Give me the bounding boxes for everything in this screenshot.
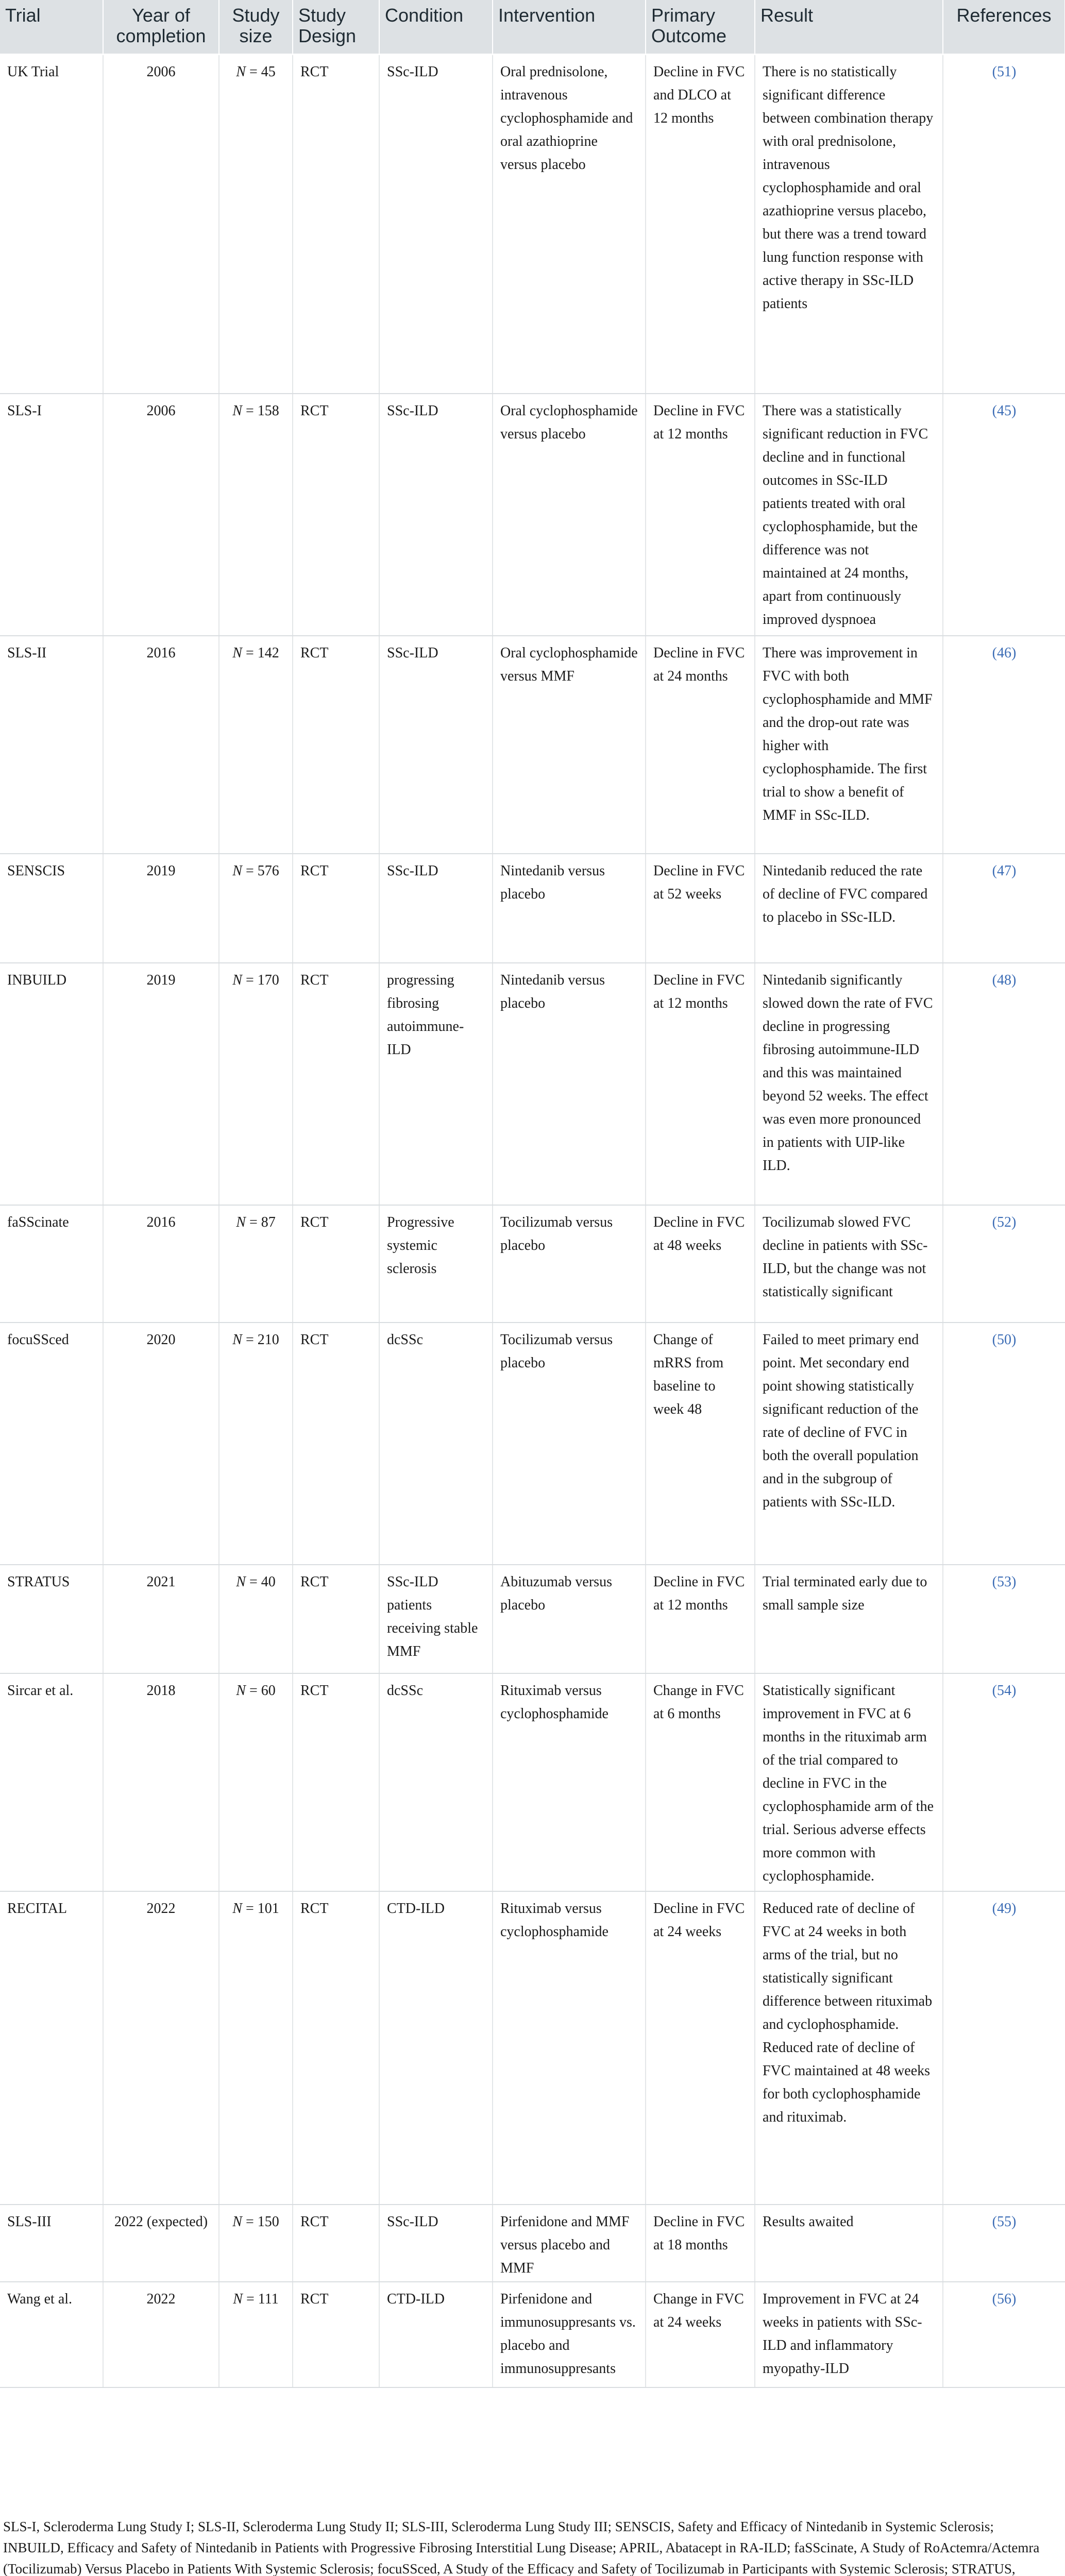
cell-year: 2019	[103, 963, 219, 1205]
cell-intervention: Rituximab versus cyclophosphamide	[493, 1673, 646, 1891]
cell-trial: faSScinate	[0, 1205, 103, 1323]
cell-year: 2021	[103, 1565, 219, 1673]
cell-primary-outcome: Decline in FVC and DLCO at 12 months	[646, 55, 755, 394]
cell-result: Reduced rate of decline of FVC at 24 weeks in both arms of the trial, but no statistically significant difference between rituximab and cyclophosphamide. Reduced rate of decline of FVC maintained at 48 weeks for both cyclophosphamide and rituximab.	[755, 1891, 943, 2205]
cell-trial: SLS-I	[0, 394, 103, 636]
study-size-value: = 60	[245, 1682, 276, 1699]
cell-result: Trial terminated early due to small sample size	[755, 1565, 943, 1673]
cell-study-size	[219, 2282, 293, 2387]
cell-study-size	[219, 1673, 293, 1891]
reference-link[interactable]: (49)	[992, 1900, 1017, 1917]
header-trial: Trial	[0, 0, 103, 55]
study-size-value: = 170	[242, 972, 279, 988]
cell-study-design: RCT	[293, 1565, 379, 1673]
table-footnote: SLS-I, Scleroderma Lung Study I; SLS-II, Scleroderma Lung Study II; SLS-III, Scleroderma Lung Study III; SENSCIS, Safety and Efficacy of Nintedanib in Systemic Sclerosis; INBUILD, Efficacy and Safety of Nintedanib in Patients with Progressive Fibrosing Interstitial Lung Disease; APRIL, Abatacept in RA-ILD; faSScinate, A Study of RoActemra/Actemra (Tocilizumab) Versus Placebo in Patients With Systemic Sclerosis; focuSSced, A Study of the Efficacy and Safety of Tocilizumab in Participants with Systemic Sclerosis; STRATUS,	[3, 2519, 1040, 2576]
reference-link[interactable]: (56)	[992, 2291, 1017, 2307]
study-size-symbol: N	[236, 1573, 246, 1590]
cell-primary-outcome: Decline in FVC at 24 months	[646, 636, 755, 854]
study-size-value: = 87	[245, 1214, 276, 1230]
cell-year: 2018	[103, 1673, 219, 1891]
cell-study-size	[219, 1565, 293, 1673]
cell-result: There is no statistically significant difference between combination therapy with oral prednisolone, intravenous cyclophosphamide and oral azathioprine versus placebo, but there was a trend toward lung function response with active therapy in SSc-ILD patients	[755, 55, 943, 394]
study-size-value: = 101	[242, 1900, 279, 1917]
cell-trial: INBUILD	[0, 963, 103, 1205]
cell-intervention: Tocilizumab versus placebo	[493, 1323, 646, 1565]
cell-reference	[943, 636, 1065, 854]
cell-year: 2006	[103, 394, 219, 636]
reference-link[interactable]: (53)	[992, 1573, 1017, 1590]
table-row	[0, 1891, 1065, 2205]
cell-intervention: Oral cyclophosphamide versus MMF	[493, 636, 646, 854]
cell-study-size	[219, 963, 293, 1205]
cell-study-design: RCT	[293, 1323, 379, 1565]
cell-study-design: RCT	[293, 394, 379, 636]
cell-study-design: RCT	[293, 854, 379, 963]
table-row	[0, 394, 1065, 636]
header-condition: Condition	[379, 0, 493, 55]
cell-condition: SSc-ILD	[379, 636, 493, 854]
study-size-symbol: N	[232, 862, 242, 879]
cell-primary-outcome: Decline in FVC at 12 months	[646, 394, 755, 636]
study-size-symbol: N	[232, 1900, 242, 1917]
cell-result: Tocilizumab slowed FVC decline in patients with SSc-ILD, but the change was not statistically significant	[755, 1205, 943, 1323]
cell-trial: focuSSced	[0, 1323, 103, 1565]
study-size-value: = 45	[245, 64, 276, 80]
cell-intervention: Oral cyclophosphamide versus placebo	[493, 394, 646, 636]
cell-study-design: RCT	[293, 1891, 379, 2205]
reference-link[interactable]: (52)	[992, 1214, 1017, 1230]
cell-condition: SSc-ILD	[379, 2205, 493, 2282]
cell-primary-outcome: Change of mRRS from baseline to week 48	[646, 1323, 755, 1565]
cell-intervention: Pirfenidone and immunosuppresants vs. placebo and immunosuppresants	[493, 2282, 646, 2387]
cell-reference	[943, 1205, 1065, 1323]
cell-study-design: RCT	[293, 636, 379, 854]
cell-intervention: Nintedanib versus placebo	[493, 854, 646, 963]
cell-trial: Wang et al.	[0, 2282, 103, 2387]
cell-trial: RECITAL	[0, 1891, 103, 2205]
cell-primary-outcome: Decline in FVC at 52 weeks	[646, 854, 755, 963]
cell-reference	[943, 1565, 1065, 1673]
cell-year: 2022	[103, 2282, 219, 2387]
cell-study-size	[219, 2205, 293, 2282]
reference-link[interactable]: (55)	[992, 2213, 1017, 2230]
table-row	[0, 2282, 1065, 2387]
table-row	[0, 636, 1065, 854]
study-size-symbol: N	[236, 1682, 246, 1699]
cell-study-size	[219, 636, 293, 854]
cell-result: Results awaited	[755, 2205, 943, 2282]
reference-link[interactable]: (54)	[992, 1682, 1017, 1699]
reference-link[interactable]: (51)	[992, 64, 1017, 80]
cell-study-size	[219, 394, 293, 636]
cell-condition: progressing fibrosing autoimmune-ILD	[379, 963, 493, 1205]
cell-year: 2016	[103, 636, 219, 854]
cell-study-size	[219, 1323, 293, 1565]
cell-study-design: RCT	[293, 1673, 379, 1891]
cell-primary-outcome: Change in FVC at 6 months	[646, 1673, 755, 1891]
reference-link[interactable]: (47)	[992, 862, 1017, 879]
cell-trial: SLS-II	[0, 636, 103, 854]
header-study-size: Study size	[219, 0, 293, 55]
cell-result: Statistically significant improvement in FVC at 6 months in the rituximab arm of the trial compared to decline in FVC in the cyclophosphamide arm of the trial. Serious adverse effects more common with cyclophosphamide.	[755, 1673, 943, 1891]
cell-result: Failed to meet primary end point. Met secondary end point showing statistically significant reduction of the rate of decline of FVC in both the overall population and in the subgroup of patients with SSc-ILD.	[755, 1323, 943, 1565]
cell-result: Improvement in FVC at 24 weeks in patients with SSc-ILD and inflammatory myopathy-ILD	[755, 2282, 943, 2387]
cell-study-design: RCT	[293, 1205, 379, 1323]
cell-intervention: Pirfenidone and MMF versus placebo and MMF	[493, 2205, 646, 2282]
cell-reference	[943, 854, 1065, 963]
study-size-symbol: N	[232, 1331, 242, 1348]
cell-reference	[943, 394, 1065, 636]
header-references: References	[943, 0, 1065, 55]
cell-intervention: Tocilizumab versus placebo	[493, 1205, 646, 1323]
cell-study-size	[219, 854, 293, 963]
header-year: Year of completion	[103, 0, 219, 55]
cell-reference	[943, 2282, 1065, 2387]
cell-trial: Sircar et al.	[0, 1673, 103, 1891]
table-row	[0, 963, 1065, 1205]
header-primary-outcome: Primary Outcome	[646, 0, 755, 55]
study-size-value: = 210	[242, 1331, 279, 1348]
header-row	[0, 0, 1065, 55]
cell-intervention: Rituximab versus cyclophosphamide	[493, 1891, 646, 2205]
study-size-value: = 158	[242, 402, 279, 419]
cell-study-size	[219, 55, 293, 394]
cell-study-design: RCT	[293, 963, 379, 1205]
cell-condition: Progressive systemic sclerosis	[379, 1205, 493, 1323]
cell-reference	[943, 55, 1065, 394]
table-row	[0, 2205, 1065, 2282]
table-row	[0, 1205, 1065, 1323]
cell-year: 2022 (expected)	[103, 2205, 219, 2282]
cell-condition: SSc-ILD patients receiving stable MMF	[379, 1565, 493, 1673]
study-size-value: = 142	[242, 645, 279, 661]
cell-year: 2016	[103, 1205, 219, 1323]
table-row	[0, 1673, 1065, 1891]
study-size-symbol: N	[232, 2213, 242, 2230]
cell-year: 2019	[103, 854, 219, 963]
header-result: Result	[755, 0, 943, 55]
study-size-symbol: N	[232, 645, 242, 661]
cell-study-design: RCT	[293, 2282, 379, 2387]
header-intervention: Intervention	[493, 0, 646, 55]
cell-intervention: Nintedanib versus placebo	[493, 963, 646, 1205]
table-row	[0, 1323, 1065, 1565]
study-size-value: = 40	[245, 1573, 276, 1590]
cell-trial: STRATUS	[0, 1565, 103, 1673]
cell-trial: UK Trial	[0, 55, 103, 394]
cell-result: There was improvement in FVC with both cyclophosphamide and MMF and the drop-out rate was higher with cyclophosphamide. The first trial to show a benefit of MMF in SSc-ILD.	[755, 636, 943, 854]
cell-result: Nintedanib significantly slowed down the rate of FVC decline in progressing fibrosing autoimmune-ILD and this was maintained beyond 52 weeks. The effect was even more pronounced in patients with UIP-like ILD.	[755, 963, 943, 1205]
reference-link[interactable]: (45)	[992, 402, 1017, 419]
study-size-symbol: N	[232, 402, 242, 419]
cell-condition: SSc-ILD	[379, 55, 493, 394]
cell-condition: SSc-ILD	[379, 394, 493, 636]
reference-link[interactable]: (50)	[992, 1331, 1017, 1348]
cell-reference	[943, 1323, 1065, 1565]
table-header	[0, 0, 1065, 55]
cell-reference	[943, 1673, 1065, 1891]
cell-year: 2022	[103, 1891, 219, 2205]
study-size-symbol: N	[236, 64, 246, 80]
table-body	[0, 55, 1065, 2387]
table-row	[0, 55, 1065, 394]
cell-intervention: Oral prednisolone, intravenous cyclophosphamide and oral azathioprine versus placebo	[493, 55, 646, 394]
cell-primary-outcome: Decline in FVC at 12 months	[646, 1565, 755, 1673]
cell-trial: SENSCIS	[0, 854, 103, 963]
study-size-symbol: N	[232, 972, 242, 988]
cell-condition: CTD-ILD	[379, 2282, 493, 2387]
cell-study-size	[219, 1891, 293, 2205]
cell-condition: dcSSc	[379, 1323, 493, 1565]
cell-condition: dcSSc	[379, 1673, 493, 1891]
cell-condition: SSc-ILD	[379, 854, 493, 963]
cell-reference	[943, 963, 1065, 1205]
cell-reference	[943, 1891, 1065, 2205]
table-row	[0, 854, 1065, 963]
cell-intervention: Abituzumab versus placebo	[493, 1565, 646, 1673]
cell-year: 2006	[103, 55, 219, 394]
cell-primary-outcome: Decline in FVC at 18 months	[646, 2205, 755, 2282]
reference-link[interactable]: (46)	[992, 645, 1017, 661]
reference-link[interactable]: (48)	[992, 972, 1017, 988]
cell-trial: SLS-III	[0, 2205, 103, 2282]
cell-study-size	[219, 1205, 293, 1323]
cell-study-design: RCT	[293, 55, 379, 394]
cell-primary-outcome: Decline in FVC at 48 weeks	[646, 1205, 755, 1323]
table-row	[0, 1565, 1065, 1673]
cell-primary-outcome: Decline in FVC at 24 weeks	[646, 1891, 755, 2205]
cell-primary-outcome: Decline in FVC at 12 months	[646, 963, 755, 1205]
cell-primary-outcome: Change in FVC at 24 weeks	[646, 2282, 755, 2387]
header-study-design: Study Design	[293, 0, 379, 55]
study-size-symbol: N	[233, 2291, 243, 2307]
cell-year: 2020	[103, 1323, 219, 1565]
study-size-value: = 150	[242, 2213, 279, 2230]
cell-result: Nintedanib reduced the rate of decline of FVC compared to placebo in SSc-ILD.	[755, 854, 943, 963]
cell-reference	[943, 2205, 1065, 2282]
cell-result: There was a statistically significant reduction in FVC decline and in functional outcomes in SSc-ILD patients treated with oral cyclophosphamide, but the difference was not maintained at 24 months, apart from continuously improved dyspnoea	[755, 394, 943, 636]
study-size-symbol: N	[236, 1214, 246, 1230]
study-size-value: = 576	[242, 862, 279, 879]
cell-study-design: RCT	[293, 2205, 379, 2282]
study-size-value: = 111	[242, 2291, 279, 2307]
cell-condition: CTD-ILD	[379, 1891, 493, 2205]
